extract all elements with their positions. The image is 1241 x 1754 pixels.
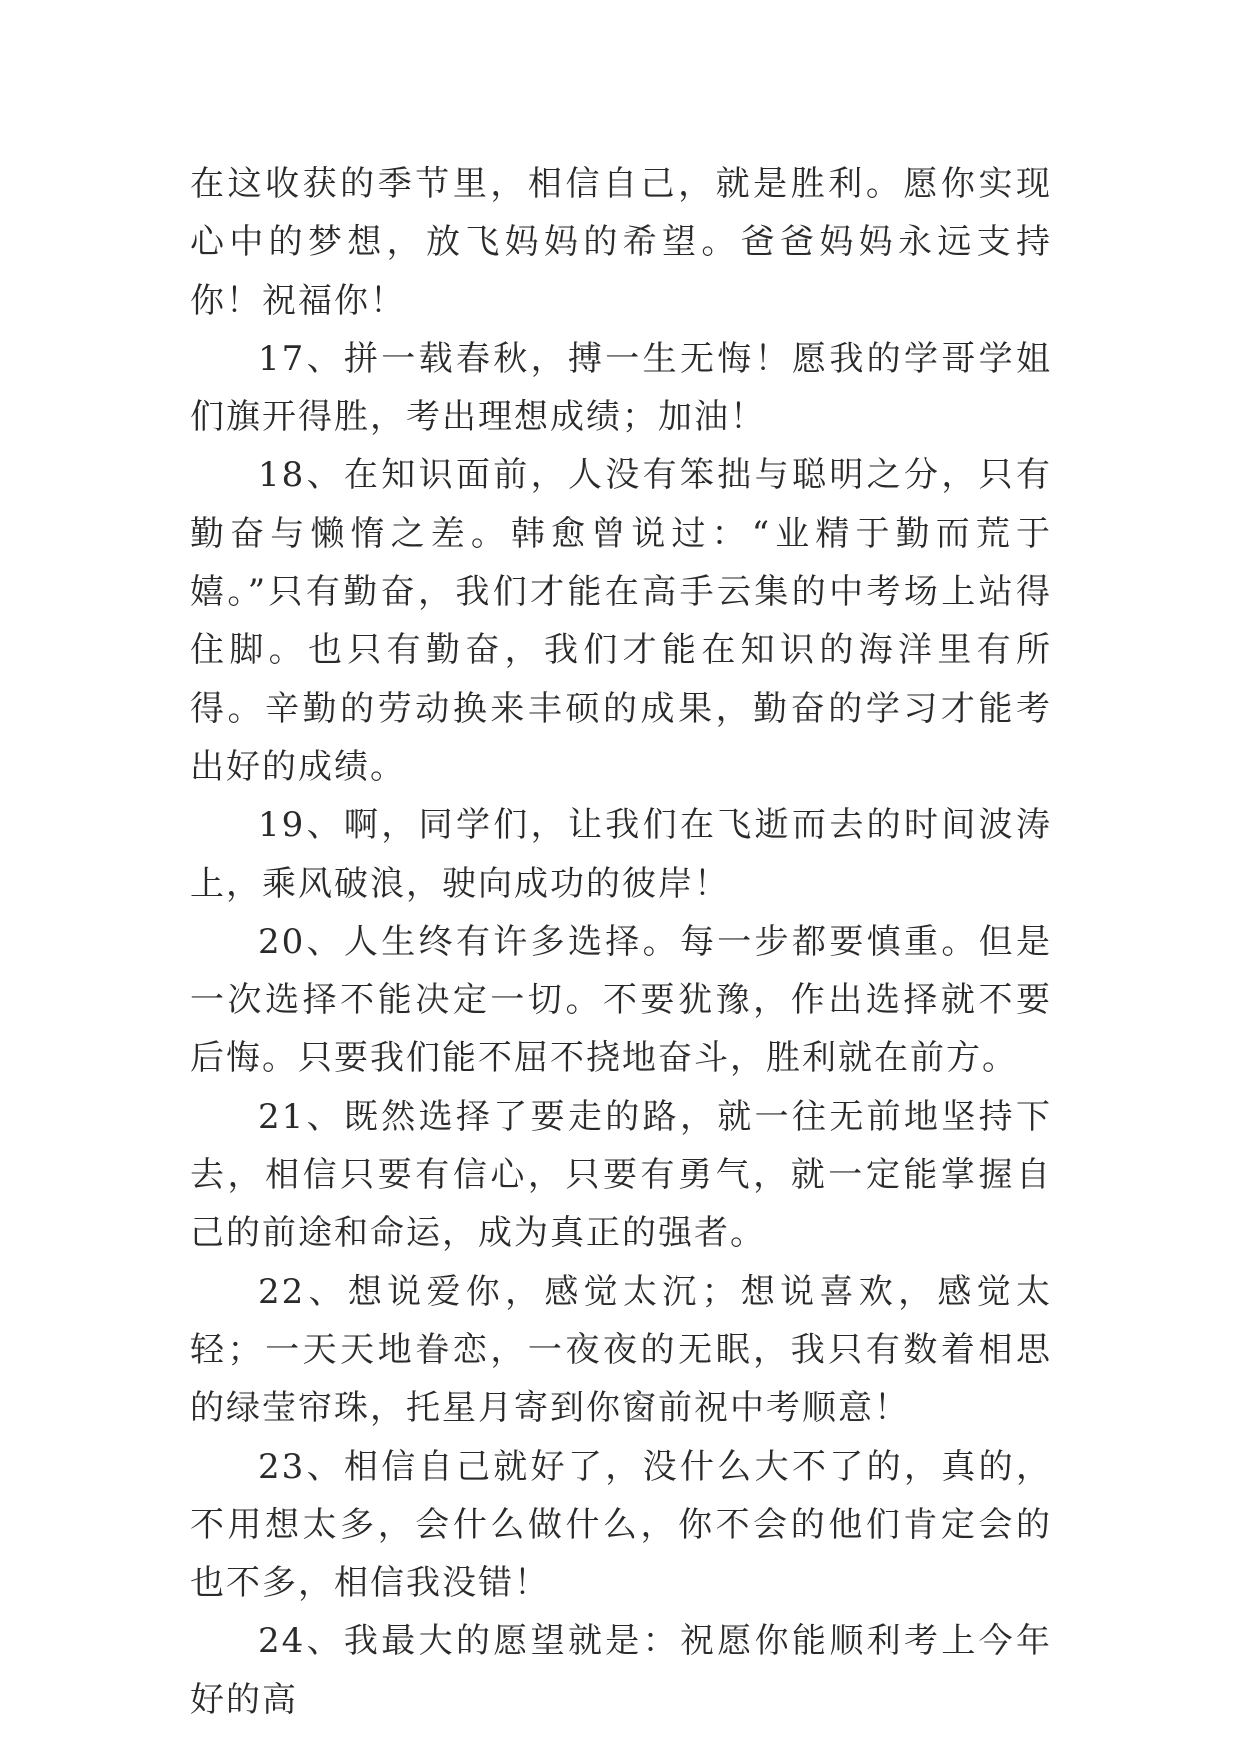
paragraph-17: 17、拼一载春秋，搏一生无悔！愿我的学哥学姐们旗开得胜，考出理想成绩；加油！ bbox=[190, 338, 1052, 438]
paragraph-22: 22、想说爱你，感觉太沉；想说喜欢，感觉太轻；一天天地眷恋，一夜夜的无眠，我只有数着相思的绿莹帘珠，托星月寄到你窗前祝中考顺意！ bbox=[190, 1271, 1052, 1429]
document-body bbox=[190, 155, 1052, 1729]
paragraph-18: 18、在知识面前，人没有笨拙与聪明之分，只有勤奋与懒惰之差。韩愈曾说过：“业精于勤而荒于嬉。”只有勤奋，我们才能在高手云集的中考场上站得住脚。也只有勤奋，我们才能在知识的海洋里有所得。辛勤的劳动换来丰硕的成果，勤奋的学习才能考出好的成绩。 bbox=[190, 455, 1052, 787]
paragraph-24: 24、我最大的愿望就是：祝愿你能顺利考上今年好的高 bbox=[190, 1621, 1052, 1720]
paragraph-continuation: 在这收获的季节里，相信自己，就是胜利。愿你实现心中的梦想，放飞妈妈的希望。爸爸妈妈永远支持你！祝福你！ bbox=[190, 164, 1052, 321]
paragraph-20: 20、人生终有许多选择。每一步都要慎重。但是一次选择不能决定一切。不要犹豫，作出选择就不要后悔。只要我们能不屈不挠地奋斗，胜利就在前方。 bbox=[190, 921, 1052, 1079]
paragraph-21: 21、既然选择了要走的路，就一往无前地坚持下去，相信只要有信心，只要有勇气，就一定能掌握自己的前途和命运，成为真正的强者。 bbox=[190, 1096, 1052, 1254]
paragraph-23: 23、相信自己就好了，没什么大不了的，真的，不用想太多，会什么做什么，你不会的他们肯定会的也不多，相信我没错！ bbox=[190, 1446, 1052, 1604]
paragraph-19: 19、啊，同学们，让我们在飞逝而去的时间波涛上，乘风破浪，驶向成功的彼岸！ bbox=[190, 805, 1052, 904]
